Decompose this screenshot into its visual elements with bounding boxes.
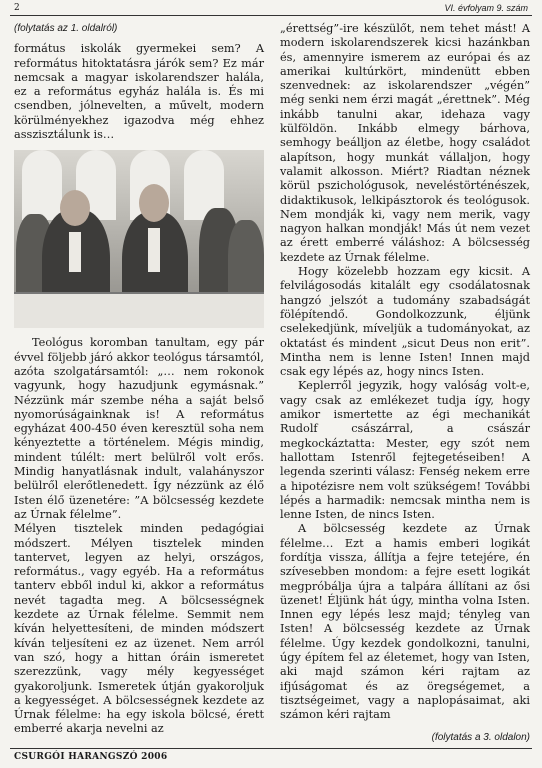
publication-footer: CSURGÓI HARANGSZÓ 2006 bbox=[14, 752, 168, 762]
issue-label: VI. évfolyam 9. szám bbox=[444, 3, 528, 13]
photo-shirt bbox=[148, 228, 160, 272]
page-number: 2 bbox=[14, 3, 20, 13]
right-paragraph-2: Hogy közelebb hozzam egy kicsit. A felvilágosodás kitalált egy csodálatosnak hangzó jelszót a tudomány szabadságát fölépítendő. Gondolkozzunk, éljünk cselekedjünk, míveljük a tudományokat, az oktatást és mindent „sicut Deus non erit”. Mintha nem is lenne Isten! Innen majd csak egy lépés az, hogy nincs Isten. bbox=[280, 265, 530, 379]
left-paragraph-3: Mélyen tisztelek minden pedagógiai módszert. Mélyen tisztelek minden tantervet, legyen az helyi, országos, református., vagy egyéb. Ha a református tanterv ebből indul ki, akkor a református nevét tagadta meg. A bölcsességnek kezdete az Úrnak félelme. Semmit nem kíván helyettesíteni, de minden módszert kíván teljesíteni ez az üzenet. Nem arról van szó, hogy a hittan óráin ismeretet szerezzünk, vagy mély kegyességet gyakoroljunk. Ismeretek útján gyakoroljuk a kegyességet. A bölcsességnek kezdete az Úrnak félelme: ha egy iskola bölcsé, érett emberré akarja nevelni az bbox=[14, 522, 264, 736]
right-paragraph-1: „érettség”-ire készülőt, nem tehet mást! A modern iskolarendszerek kicsi hazánkban és, amennyire ismerem az európai és az amerikai kultúrkört, mindenütt ebben szenvednek: az iskolarendszer „végén” még senki nem érzi magát „érettnek”. Még inkább tanulni akar, idehaza vagy külföldön. Inkább elmegy bárhova, semhogy beálljon az életbe, hogy családot alapítson, hogy munkát vállaljon, hogy valamit alkosson. Miért? Riadtan néznek körül pszichológusok, neveléstörténészek, didaktikusok, lelkipásztorok és teológusok. Nem mondják ki, vagy nem merik, vagy nagyon halkan mondják! Más út nem vezet az érett emberré váláshoz: A bölcsesség kezdete az Úrnak félelme. bbox=[280, 22, 530, 264]
left-column bbox=[14, 22, 264, 737]
left-paragraph-2: Teológus koromban tanultam, egy pár évvel följebb járó akkor teológus társamtól, azóta szolgatársamtól: „… nem rokonok vagyunk, hogy hazudjunk egymásnak.” Nézzünk már szembe néha a saját belső nyomorúságainknak is! A református egyházat 400-450 éven keresztül soha nem kényeztette a történelem. Mégis mindig, mindent túlélt: mert belülről volt erős. Mindig hanyatlásnak indult, valahányszor belülről elerőtlenedett. Így nézzünk az élő Isten élő üzenetére: ”A bölcsesség kezdete az Úrnak félelme”. bbox=[14, 336, 264, 521]
photo-pew bbox=[14, 292, 264, 328]
article-photo bbox=[14, 150, 264, 328]
continued-from-note: (folytatás az 1. oldalról) bbox=[14, 23, 118, 34]
right-column bbox=[280, 22, 530, 745]
header-rule bbox=[10, 15, 532, 16]
photo-shirt bbox=[69, 232, 81, 272]
continued-to-note: (folytatás a 3. oldalon) bbox=[431, 731, 530, 743]
footer-rule bbox=[10, 748, 532, 749]
photo-arch bbox=[22, 150, 62, 220]
left-paragraph-1: formátus iskolák gyermekei sem? A református hitoktatásra járók sem? Ez már nemcsak a magyar iskolarendszer halála, ez a református egyház halála is. És mi csendben, jólnevelten, a művelt, modern körülményekhez igazodva még ehhez asszisztálunk is… bbox=[14, 42, 264, 142]
right-paragraph-4: A bölcsesség kezdete az Úrnak félelme… Ezt a hamis emberi logikát fordítja vissza, állítja a fejre tetejére, én szívesebben mondom: a fejre esett logikát megpróbálja újra a talpára állítani az ősi üzenet! Éljünk hát úgy, mintha volna Isten. Innen egy lépés lesz majd; tényleg van Isten! A bölcsesség kezdete az Úrnak félelme. Úgy kezdek gondolkozni, tanulni, úgy építem fel az életemet, hogy van Isten, aki majd számon kéri rajtam az ifjúságomat és az öregségemet, a tisztségeimet, vagy a naplopásaimat, aki számon kéri rajtam bbox=[280, 522, 530, 722]
right-paragraph-3: Keplerről jegyzik, hogy valóság volt-e, vagy csak az emlékezet tudja így, hogy amikor ismertette az égi mechanikát Rudolf császárral, a császár megkockáztatta: Mester, egy szót nem hallottam Istenről fejtegetéseiben! A legenda szerinti válasz: Fenség nekem erre a hipotézisre nem volt szükségem! További lépés a harmadik: nemcsak mintha nem is lenne Isten, de nincs Isten. bbox=[280, 379, 530, 522]
